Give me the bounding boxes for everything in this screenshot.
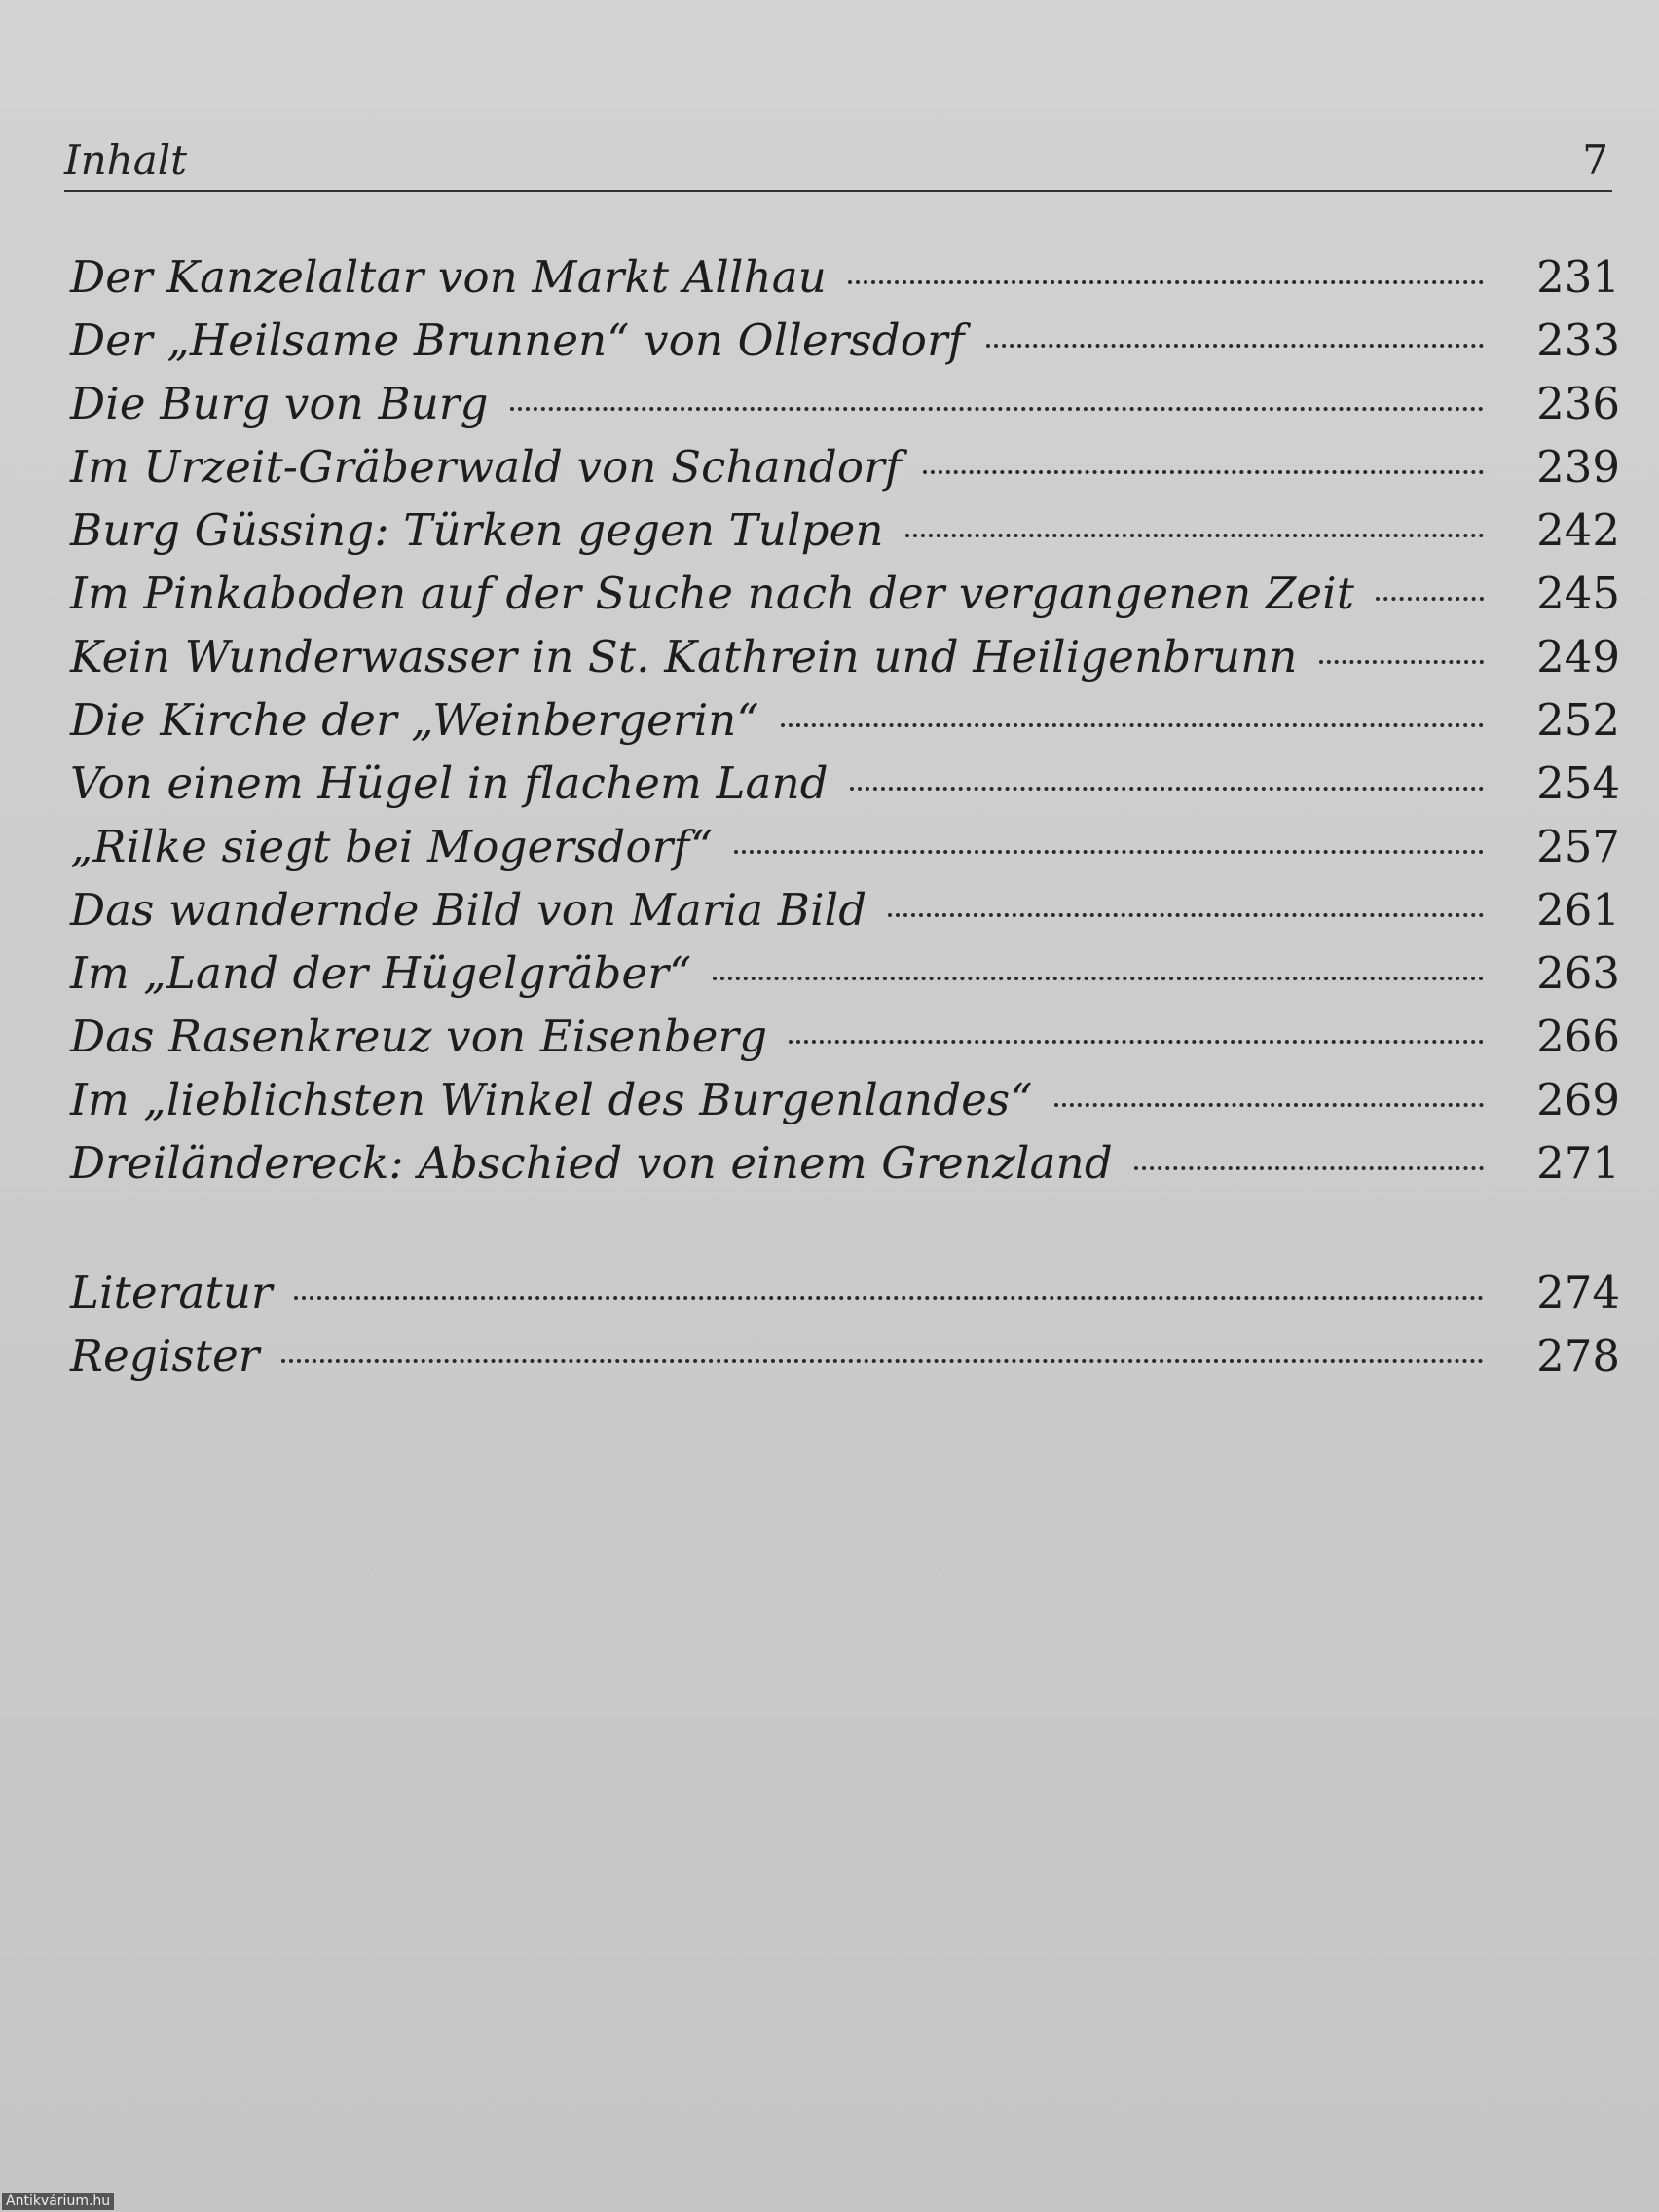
dot-leader [510, 407, 1484, 411]
toc-appendix-entry [70, 1267, 1620, 1330]
toc-entry [70, 694, 1620, 757]
dot-leader [734, 850, 1484, 854]
toc-entry-title: Der „Heilsame Brunnen“ von Ollersdorf [70, 314, 965, 366]
toc-entry-page: 236 [1536, 378, 1620, 429]
toc-entry [70, 378, 1620, 441]
toc-entry-title: Im „Land der Hügelgräber“ [70, 947, 692, 999]
dot-leader [713, 977, 1484, 980]
toc-entry-page: 239 [1536, 441, 1620, 493]
page-header [64, 131, 1612, 192]
toc-entry-title: Die Kirche der „Weinbergerin“ [70, 694, 759, 746]
toc-entry [70, 1011, 1620, 1074]
toc-entry-page: 266 [1536, 1011, 1620, 1062]
dot-leader [1054, 1103, 1484, 1107]
toc-entry-page: 263 [1536, 947, 1620, 999]
toc-entry [70, 1074, 1620, 1137]
toc-entry [70, 314, 1620, 378]
section-title: Inhalt [64, 136, 188, 184]
toc-entry [70, 757, 1620, 821]
section-spacer [70, 1200, 1620, 1267]
toc-entry-page: 249 [1536, 631, 1620, 682]
dot-leader [888, 913, 1484, 917]
dot-leader [986, 344, 1484, 348]
toc-entry [70, 251, 1620, 314]
toc-entry-page: 254 [1536, 757, 1620, 809]
toc-entry [70, 1137, 1620, 1200]
toc-entry [70, 821, 1620, 884]
toc-entry-page: 233 [1536, 314, 1620, 366]
toc-entry-title: Burg Güssing: Türken gegen Tulpen [70, 504, 884, 556]
toc-entry-title: Literatur [70, 1267, 273, 1318]
toc-entry [70, 631, 1620, 694]
dot-leader [923, 470, 1484, 474]
toc-entry-page: 278 [1536, 1330, 1620, 1382]
watermark: Antikvárium.hu [2, 2193, 114, 2210]
toc-entry [70, 947, 1620, 1011]
dot-leader [1319, 660, 1484, 664]
dot-leader [848, 280, 1484, 284]
toc-entry-page: 257 [1536, 821, 1620, 872]
toc-entry-page: 245 [1536, 568, 1620, 619]
toc-entry [70, 884, 1620, 947]
toc-entry-title: Die Burg von Burg [70, 378, 489, 429]
dot-leader [1376, 597, 1484, 601]
toc-entry [70, 441, 1620, 504]
page-number: 7 [1582, 136, 1608, 184]
toc-entry-page: 252 [1536, 694, 1620, 746]
table-of-contents [70, 251, 1620, 1393]
dot-leader [281, 1359, 1484, 1363]
toc-entry-title: Von einem Hügel in flachem Land [70, 757, 829, 809]
toc-entry-title: Der Kanzelaltar von Markt Allhau [70, 251, 827, 303]
toc-entry-title: Register [70, 1330, 260, 1382]
dot-leader [850, 787, 1484, 791]
dot-leader [294, 1296, 1484, 1300]
toc-entry-title: Im Urzeit-Gräberwald von Schandorf [70, 441, 902, 493]
toc-entry-page: 274 [1536, 1267, 1620, 1318]
toc-entry-page: 231 [1536, 251, 1620, 303]
toc-entry-page: 271 [1536, 1137, 1620, 1189]
toc-entry-title: Das Rasenkreuz von Eisenberg [70, 1011, 768, 1062]
toc-entry-title: Dreiländereck: Abschied von einem Grenzland [70, 1137, 1113, 1189]
toc-entry-page: 261 [1536, 884, 1620, 936]
toc-entry-page: 269 [1536, 1074, 1620, 1125]
toc-appendix-entry [70, 1330, 1620, 1393]
toc-entry [70, 504, 1620, 568]
toc-entry-title: Das wandernde Bild von Maria Bild [70, 884, 867, 936]
toc-entry-title: Im „lieblichsten Winkel des Burgenlandes“ [70, 1074, 1033, 1125]
dot-leader [1134, 1166, 1484, 1170]
dot-leader [905, 534, 1484, 537]
toc-entry-title: „Rilke siegt bei Mogersdorf“ [70, 821, 714, 872]
dot-leader [789, 1040, 1484, 1044]
toc-entry-page: 242 [1536, 504, 1620, 556]
toc-entry-title: Kein Wunderwasser in St. Kathrein und Heiligenbrunn [70, 631, 1298, 682]
toc-entry-title: Im Pinkaboden auf der Suche nach der vergangenen Zeit [70, 568, 1355, 619]
toc-entry [70, 568, 1620, 631]
dot-leader [781, 723, 1484, 727]
